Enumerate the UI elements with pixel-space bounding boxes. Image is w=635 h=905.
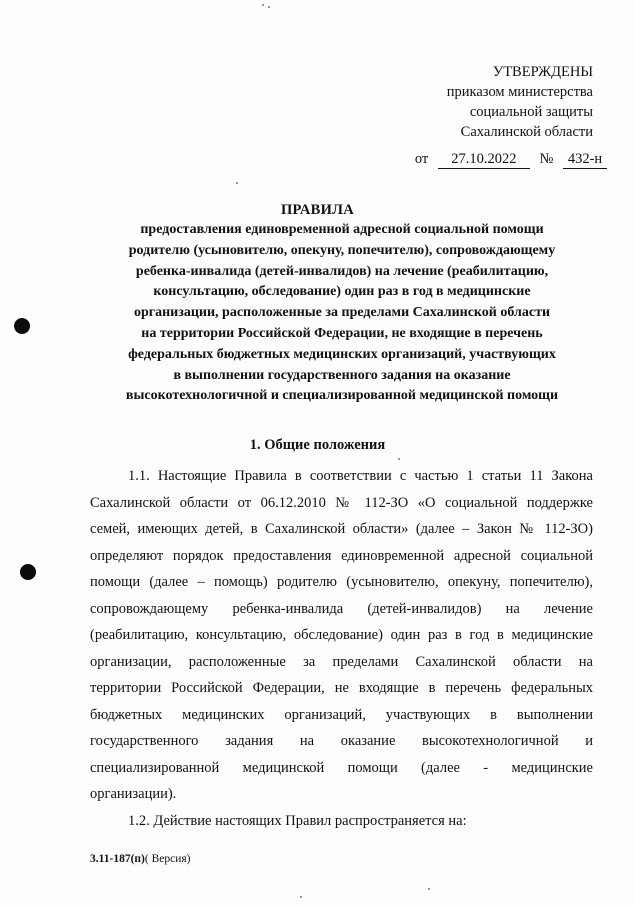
scan-speck bbox=[262, 4, 264, 6]
paragraph-line: специализированной медицинской помощи (далее - медицинские bbox=[90, 759, 593, 776]
approval-stamp bbox=[447, 62, 593, 142]
paragraph-line: территории Российской Федерации, не входящие в перечень федеральных bbox=[90, 680, 593, 696]
paragraph-line: семей, имеющих детей, в Сахалинской области» (далее – Закон № 112-ЗО) bbox=[90, 521, 593, 537]
subtitle-line: в выполнении государственного задания на оказание bbox=[173, 367, 511, 383]
document-version: ( Версия) bbox=[144, 853, 191, 865]
approval-heading: УТВЕРЖДЕНЫ bbox=[492, 64, 593, 80]
paragraph-line: сопровождающему ребенка-инвалида (детей-инвалидов) на лечение bbox=[90, 600, 593, 617]
paragraph-line: Сахалинской области от 06.12.2010 № 112-ЗО «О социальной поддержке bbox=[90, 494, 593, 511]
subtitle-line: высокотехнологичной и специализированной медицинской помощи bbox=[125, 388, 559, 404]
approval-line: социальной защиты bbox=[469, 104, 593, 120]
order-from-label: от bbox=[414, 151, 429, 167]
paragraph-line: (реабилитацию, консультацию, обследование) один раз в год в медицинские bbox=[90, 627, 593, 643]
subtitle-line: консультацию, обследование) один раз в год в медицинские bbox=[153, 284, 531, 300]
scan-speck bbox=[398, 458, 400, 460]
order-reference bbox=[415, 151, 607, 169]
approval-line: Сахалинской области bbox=[460, 124, 593, 140]
order-date: 27.10.2022 bbox=[438, 151, 530, 169]
scan-speck bbox=[300, 896, 302, 898]
order-number: 432-н bbox=[563, 151, 607, 169]
subtitle-line: предоставления единовременной адресной социальной помощи bbox=[140, 222, 544, 237]
paragraph-line: 1.1. Настоящие Правила в соответствии с частью 1 статьи 11 Закона bbox=[128, 468, 593, 484]
document-subtitle bbox=[92, 220, 592, 407]
document-title: ПРАВИЛА bbox=[280, 202, 355, 218]
punch-hole-icon bbox=[20, 564, 36, 580]
paragraph-line: бюджетных медицинских организаций, участвующих в выполнении bbox=[90, 706, 593, 723]
paragraph-line: определяют порядок предоставления единовременной адресной социальной bbox=[90, 547, 593, 564]
punch-hole-icon bbox=[14, 318, 30, 334]
subtitle-line: ребенка-инвалида (детей-инвалидов) на лечение (реабилитацию, bbox=[135, 263, 549, 279]
body-text bbox=[90, 463, 593, 834]
approval-line: приказом министерства bbox=[446, 84, 593, 100]
subtitle-line: федеральных бюджетных медицинских организаций, участвующих bbox=[128, 346, 556, 362]
paragraph-line: помощи (далее – помощь) родителю (усыновителю, опекуну, попечителю), bbox=[90, 574, 593, 590]
paragraph-line: организации). bbox=[90, 786, 177, 802]
paragraph-line: организации, расположенные за пределами Сахалинской области на bbox=[90, 653, 593, 670]
scan-speck bbox=[268, 6, 270, 8]
subtitle-line: родителю (усыновителю, опекуну, попечителю), сопровождающему bbox=[128, 242, 556, 258]
paragraph-line: государственного задания на оказание высокотехнологичной и bbox=[90, 733, 593, 749]
section-heading: 1. Общие положения bbox=[249, 437, 386, 453]
subtitle-line: организации, расположенные за пределами Сахалинской области bbox=[133, 305, 551, 321]
document-code: 3.11-187(п) bbox=[90, 853, 145, 865]
subtitle-line: на территории Российской Федерации, не входящие в перечень bbox=[141, 325, 543, 341]
scan-speck bbox=[428, 888, 430, 890]
order-number-label: № bbox=[539, 151, 554, 167]
document-footer bbox=[90, 853, 190, 865]
scan-speck bbox=[236, 182, 238, 184]
paragraph-line: 1.2. Действие настоящих Правил распространяется на: bbox=[128, 812, 467, 829]
